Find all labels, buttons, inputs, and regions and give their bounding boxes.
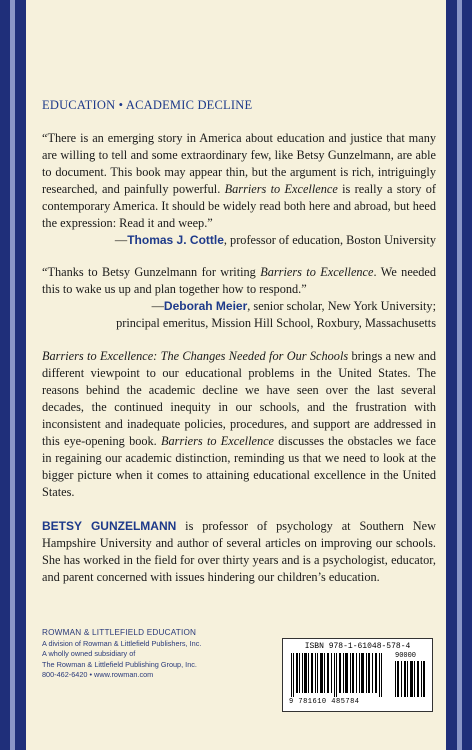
author-name: BETSY GUNZELMANN [42, 519, 177, 533]
endorsement-quote-2: “Thanks to Betsy Gunzelmann for writing Barriers to Excellence. We needed this to wake us up and plan together how to respond.” [42, 265, 436, 296]
publisher-info [42, 628, 201, 681]
barcode-box [282, 638, 433, 712]
publisher-line-2: A wholly owned subsidiary of [42, 649, 136, 658]
isbn-text: ISBN 978-1-61048-578-4 [304, 642, 411, 651]
book-description: Barriers to Excellence: The Changes Needed for Our Schools brings a new and different viewpoint to our educational problems in the United States. The reasons behind the academic decline we have seen over the last several decades, the continued inequity in our schools, and the frustration with inconsistent and inadequate policies, procedures, and support are addressed in this eye-opening book. Barriers to Excellence discusses the obstacles we face in regaining our academic distinction, reminding us that we need to look at the bigger picture when it comes to attaining educational excellence in the United States. [42, 349, 436, 499]
endorsement-quote-1: “There is an emerging story in America about education and justice that many are willing to tell and some extraordinary few, like Betsy Gunzelmann, are able to document. This book may appear thin, but the argument is rich, intriguingly researched, and painfully powerful. Barriers to Excellence is really a story of contemporary America. It should be widely read both here and abroad, but heed the expression: Read it and weep.” [42, 131, 436, 230]
back-cover-page [26, 0, 446, 750]
publisher-line-3: The Rowman & Littlefield Publishing Group, Inc. [42, 659, 197, 669]
right-border-stripe [457, 0, 462, 750]
publisher-line-1: A division of Rowman & Littlefield Publishers, Inc. [42, 638, 202, 648]
publisher-name: ROWMAN & LITTLEFIELD EDUCATION [42, 628, 197, 637]
back-cover-content [42, 98, 436, 586]
price-code: 90000 [395, 652, 417, 660]
left-border-stripe [10, 0, 15, 750]
endorsement-attribution-2: —Deborah Meier, senior scholar, New York University; principal emeritus, Mission Hill School, Roxbury, Massachusetts [116, 299, 436, 330]
barcode-digits: 9 781610 485784 [289, 698, 360, 706]
price-barcode-icon [395, 661, 427, 697]
author-bio: BETSY GUNZELMANN is professor of psychology at Southern New Hampshire University and author of several articles on improving our schools. She has worked in the field for over thirty years and is a psychologist, educator, and parent concerned with issues hindering our children’s education. [42, 519, 436, 584]
endorser-name-1: Thomas J. Cottle [127, 233, 224, 247]
barcode-icon [289, 653, 389, 697]
endorsement-attribution-1: —Thomas J. Cottle, professor of education, Boston University [114, 233, 436, 247]
publisher-contact: 800-462-6420 • www.rowman.com [42, 670, 154, 679]
category-label: EDUCATION • ACADEMIC DECLINE [42, 98, 253, 112]
endorser-name-2: Deborah Meier [163, 299, 248, 313]
